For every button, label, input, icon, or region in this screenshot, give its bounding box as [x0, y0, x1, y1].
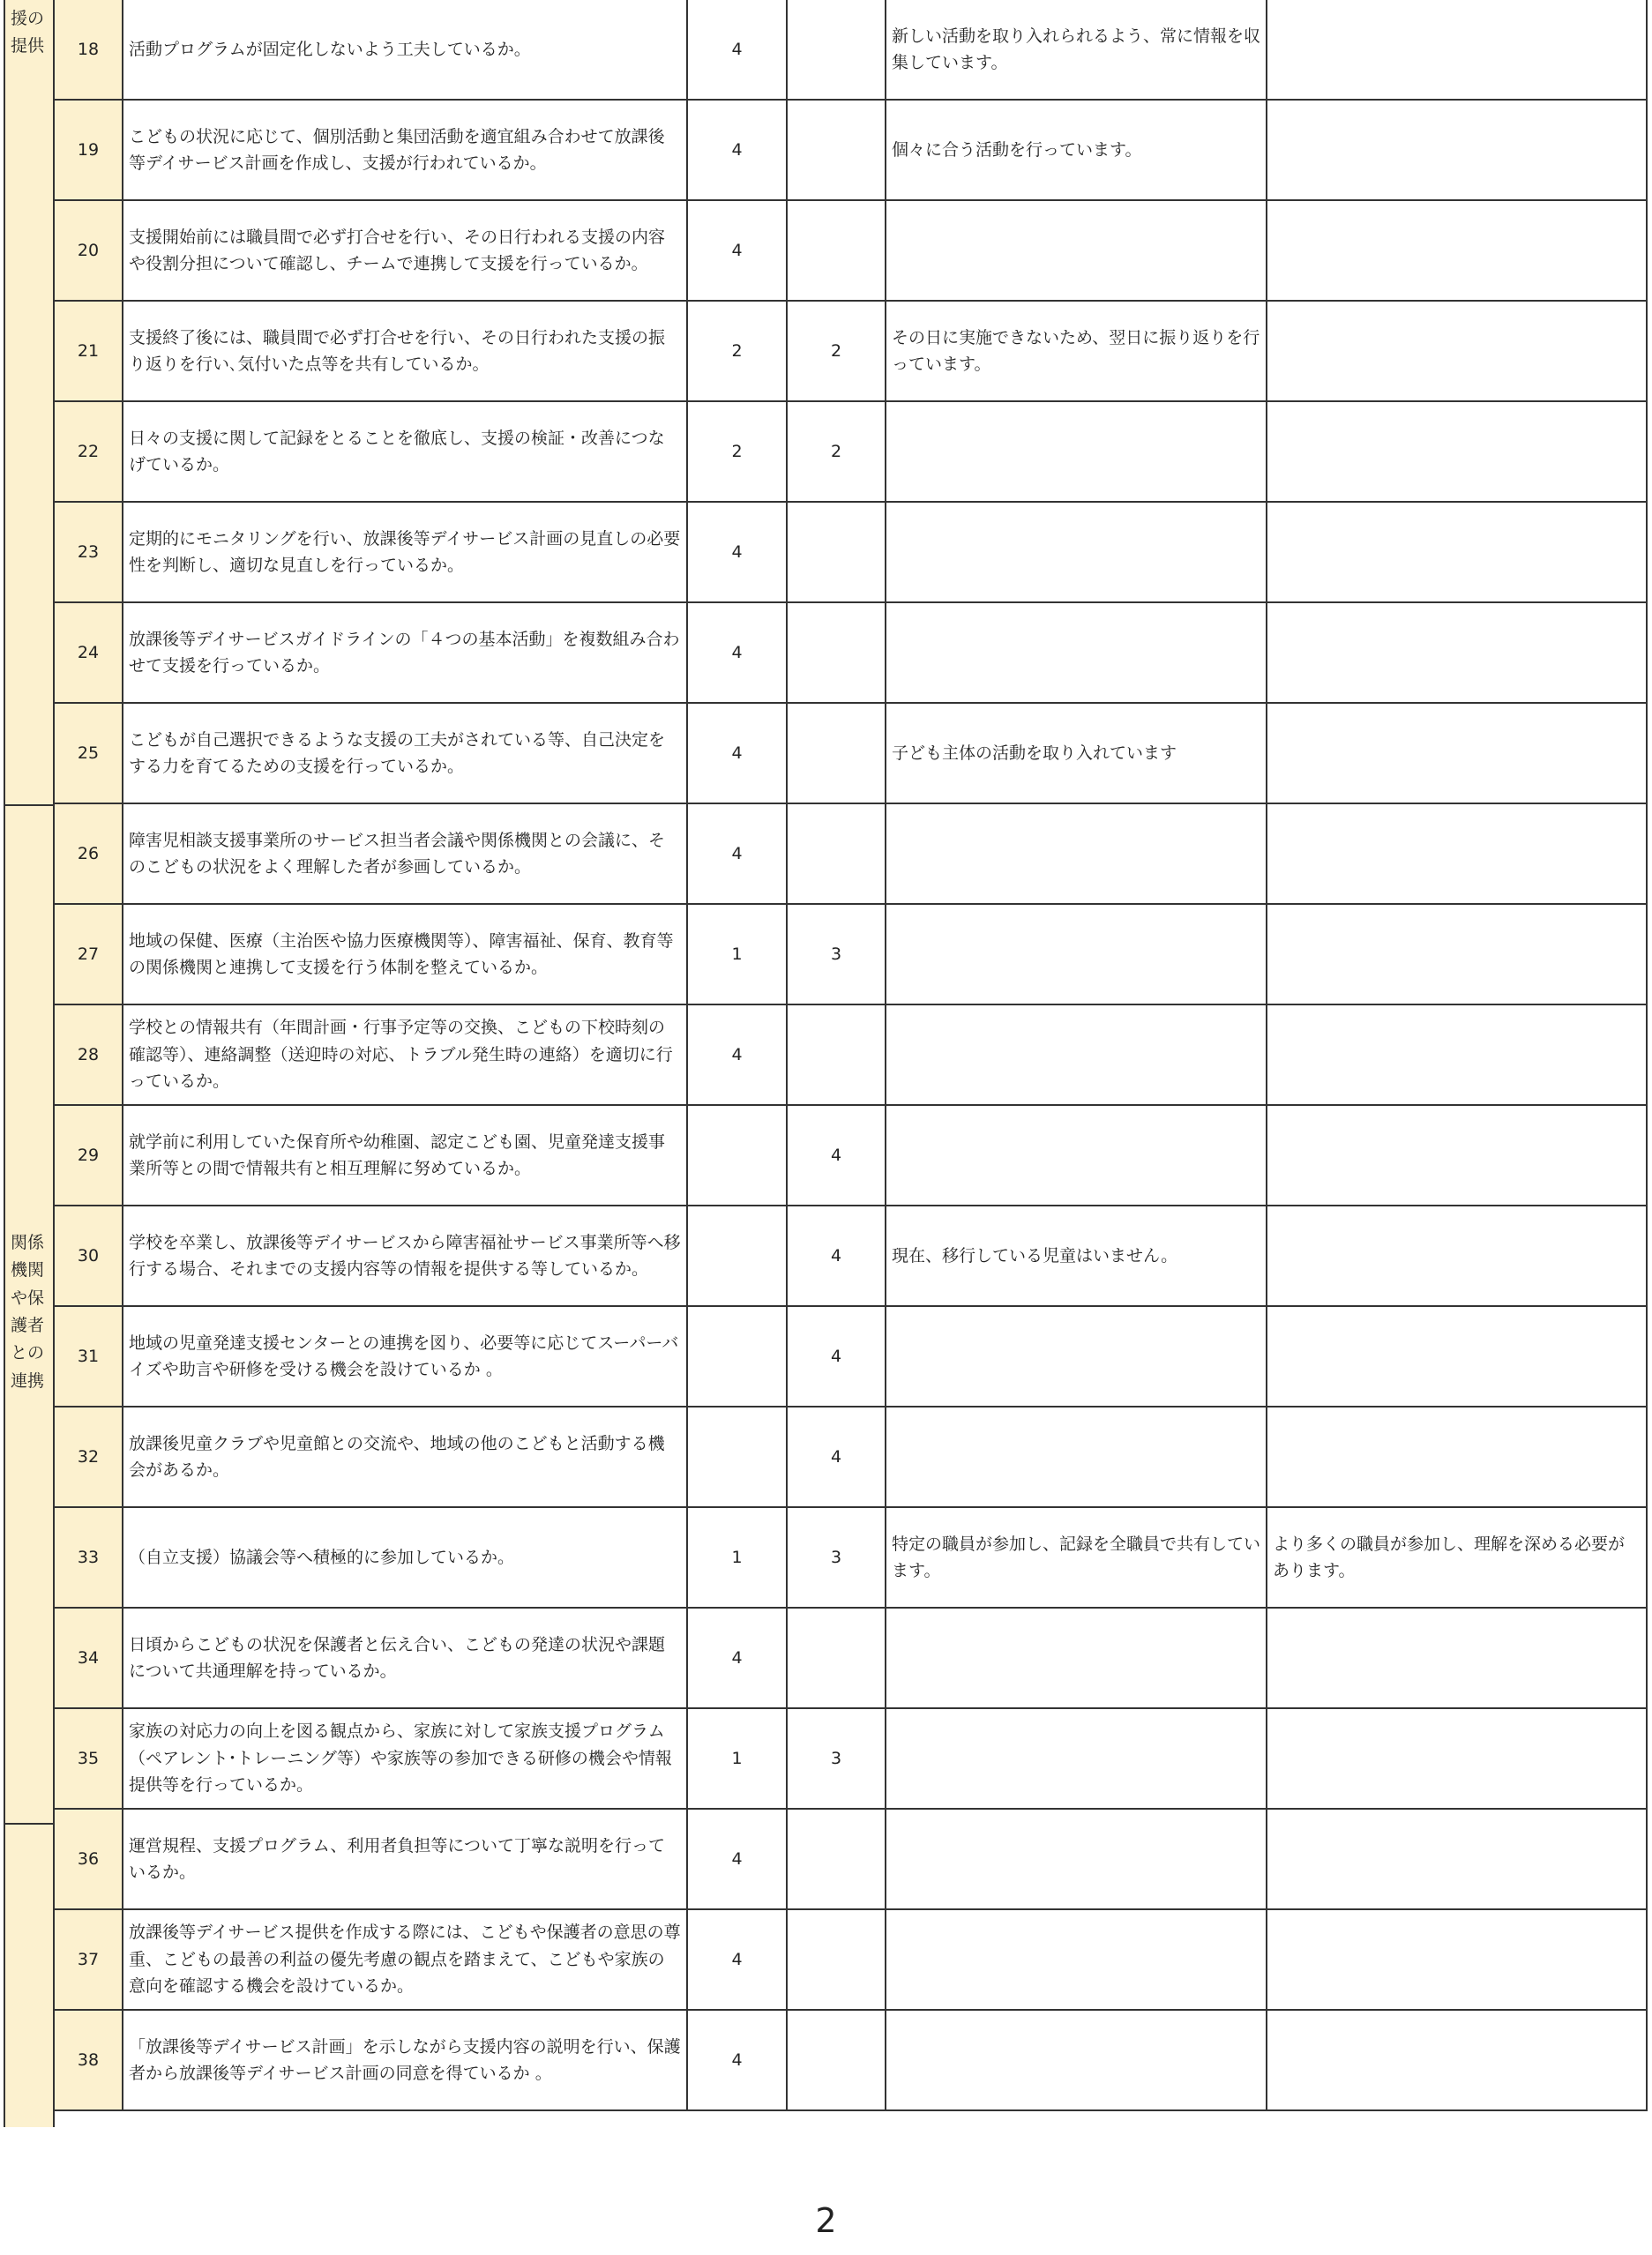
question-text-text: 就学前に利用していた保育所や幼稚園、認定こども園、児童発達支援事業所等との間で情報共有と相互理解に努めているか。 — [129, 1131, 666, 1178]
row-number-text: 35 — [77, 1748, 100, 1768]
no-count — [788, 1206, 886, 1307]
yes-count — [688, 101, 788, 201]
row-number-text: 30 — [77, 1245, 100, 1266]
row-number — [55, 1206, 123, 1307]
improvement-plan — [1267, 804, 1648, 905]
question-text — [123, 1810, 688, 1910]
status-note — [886, 1206, 1267, 1307]
yes-count-text: 4 — [731, 843, 743, 863]
table-row — [4, 1709, 1648, 1810]
table-row — [4, 1206, 1648, 1307]
no-count — [788, 1408, 886, 1508]
no-count — [788, 1709, 886, 1810]
question-text-text: 「放課後等デイサービス計画」を示しながら支援内容の説明を行い、保護者から放課後等デイサービス計画の同意を得ているか 。 — [129, 2036, 681, 2083]
row-number-text: 38 — [77, 2050, 100, 2070]
status-note — [886, 1709, 1267, 1810]
status-note-text: 子ども主体の活動を取り入れています — [892, 743, 1177, 763]
yes-count — [688, 905, 788, 1005]
table-row — [4, 302, 1648, 402]
improvement-plan-text: より多くの職員が参加し、理解を深める必要があります。 — [1273, 1534, 1626, 1580]
yes-count-text: 1 — [731, 1547, 743, 1567]
yes-count — [688, 302, 788, 402]
no-count-text: 3 — [830, 944, 842, 964]
question-text — [123, 1307, 688, 1408]
table-row — [4, 1408, 1648, 1508]
status-note — [886, 1005, 1267, 1106]
no-count-text: 4 — [830, 1245, 842, 1266]
yes-count — [688, 1810, 788, 1910]
yes-count — [688, 1910, 788, 2011]
table-row — [4, 1609, 1648, 1709]
improvement-plan — [1267, 1408, 1648, 1508]
no-count-text: 4 — [830, 1145, 842, 1165]
table-row — [4, 1307, 1648, 1408]
yes-count-text: 4 — [731, 139, 743, 160]
category-explanation — [4, 1825, 55, 2127]
yes-count-text: 1 — [731, 1748, 743, 1768]
table-row — [4, 101, 1648, 201]
row-number-text: 20 — [77, 240, 100, 260]
yes-count-text: 4 — [731, 1949, 743, 1969]
row-number — [55, 503, 123, 603]
row-number — [55, 905, 123, 1005]
status-note-text: 特定の職員が参加し、記録を全職員で共有しています。 — [892, 1534, 1261, 1580]
yes-count — [688, 0, 788, 101]
table-row — [4, 1910, 1648, 2011]
improvement-plan — [1267, 402, 1648, 503]
question-text-text: 支援終了後には、職員間で必ず打合せを行い、その日行われた支援の振り返りを行い､気付いた点等を共有しているか。 — [129, 327, 666, 374]
row-number-text: 18 — [77, 39, 100, 59]
table-row — [4, 905, 1648, 1005]
question-text-text: こどもが自己選択できるような支援の工夫がされている等、自己決定をする力を育てるための支援を行っているか。 — [129, 729, 666, 776]
yes-count-text: 4 — [731, 1848, 743, 1869]
row-number-text: 26 — [77, 843, 100, 863]
row-number-text: 24 — [77, 642, 100, 662]
question-text-text: 放課後児童クラブや児童館との交流や、地域の他のこどもと活動する機会があるか。 — [129, 1433, 665, 1480]
row-number — [55, 402, 123, 503]
question-text — [123, 1709, 688, 1810]
no-count — [788, 101, 886, 201]
status-note — [886, 1106, 1267, 1206]
status-note — [886, 1810, 1267, 1910]
improvement-plan — [1267, 704, 1648, 804]
row-number — [55, 101, 123, 201]
question-text — [123, 101, 688, 201]
row-number — [55, 2011, 123, 2111]
category-label-line: 機関 — [11, 1260, 45, 1281]
no-count — [788, 201, 886, 302]
question-text — [123, 1408, 688, 1508]
row-number-text: 23 — [77, 541, 100, 562]
status-note — [886, 1609, 1267, 1709]
status-note-text: その日に実施できないため、翌日に振り返りを行っています。 — [892, 327, 1260, 374]
no-count — [788, 1508, 886, 1609]
table-row — [4, 804, 1648, 905]
status-note — [886, 1910, 1267, 2011]
question-text-text: 活動プログラムが固定化しないよう工夫しているか。 — [129, 39, 531, 59]
status-note — [886, 2011, 1267, 2111]
table-row — [4, 1810, 1648, 1910]
improvement-plan — [1267, 2011, 1648, 2111]
yes-count-text: 4 — [731, 541, 743, 562]
table-row — [4, 0, 1648, 101]
table-row — [4, 402, 1648, 503]
row-number — [55, 1508, 123, 1609]
row-number-text: 28 — [77, 1044, 100, 1064]
evaluation-table — [4, 0, 1648, 2111]
row-number — [55, 1709, 123, 1810]
yes-count — [688, 402, 788, 503]
status-note — [886, 503, 1267, 603]
table-row — [4, 1106, 1648, 1206]
question-text — [123, 1005, 688, 1106]
yes-count-text: 2 — [731, 441, 743, 461]
improvement-plan — [1267, 503, 1648, 603]
no-count — [788, 302, 886, 402]
no-count-text: 3 — [830, 1748, 842, 1768]
category-label-line: 護者 — [11, 1316, 45, 1336]
status-note — [886, 201, 1267, 302]
table-row — [4, 2011, 1648, 2111]
table-row — [4, 503, 1648, 603]
no-count — [788, 905, 886, 1005]
no-count — [788, 2011, 886, 2111]
no-count — [788, 503, 886, 603]
row-number — [55, 1106, 123, 1206]
row-number-text: 33 — [77, 1547, 100, 1567]
row-number — [55, 1005, 123, 1106]
question-text-text: 家族の対応力の向上を図る観点から、家族に対して家族支援プログラム（ペアレント･トレーニング等）や家族等の参加できる研修の機会や情報提供等を行っているか。 — [129, 1721, 672, 1796]
improvement-plan — [1267, 1810, 1648, 1910]
row-number — [55, 704, 123, 804]
category-label-line: との — [11, 1343, 45, 1363]
status-note-text: 個々に合う活動を行っています。 — [892, 139, 1142, 160]
improvement-plan — [1267, 101, 1648, 201]
question-text-text: 定期的にモニタリングを行い、放課後等デイサービス計画の見直しの必要性を判断し、適切な見直しを行っているか。 — [129, 528, 681, 575]
status-note — [886, 1508, 1267, 1609]
row-number-text: 21 — [77, 340, 100, 361]
no-count-text: 4 — [830, 1446, 842, 1467]
question-text — [123, 201, 688, 302]
status-note-text: 現在、移行している児童はいません。 — [892, 1245, 1178, 1266]
yes-count — [688, 2011, 788, 2111]
question-text-text: （自立支援）協議会等へ積極的に参加しているか。 — [129, 1547, 515, 1567]
status-note — [886, 1408, 1267, 1508]
question-text-text: 学校を卒業し、放課後等デイサービスから障害福祉サービス事業所等へ移行する場合、それまでの支援内容等の情報を提供する等しているか。 — [129, 1232, 681, 1279]
row-number-text: 31 — [77, 1346, 100, 1366]
yes-count-text: 4 — [731, 743, 743, 763]
yes-count — [688, 1408, 788, 1508]
row-number — [55, 201, 123, 302]
no-count — [788, 1005, 886, 1106]
no-count — [788, 1910, 886, 2011]
status-note — [886, 603, 1267, 704]
row-number-text: 32 — [77, 1446, 100, 1467]
category-label-line: や保 — [11, 1288, 45, 1308]
yes-count — [688, 503, 788, 603]
row-number — [55, 603, 123, 704]
question-text-text: 運営規程、支援プログラム、利用者負担等について丁寧な説明を行っているか。 — [129, 1835, 666, 1882]
row-number-text: 25 — [77, 743, 100, 763]
improvement-plan — [1267, 1106, 1648, 1206]
category-label-line: 連携 — [11, 1370, 45, 1391]
yes-count — [688, 1609, 788, 1709]
question-text — [123, 1910, 688, 2011]
question-text — [123, 804, 688, 905]
question-text-text: 放課後等デイサービスガイドラインの「４つの基本活動」を複数組み合わせて支援を行っているか。 — [129, 629, 680, 676]
row-number — [55, 1810, 123, 1910]
improvement-plan — [1267, 1508, 1648, 1609]
question-text-text: 地域の児童発達支援センターとの連携を図り、必要等に応じてスーパーバイズや助言や研修を受ける機会を設けているか 。 — [129, 1333, 679, 1379]
row-number — [55, 1609, 123, 1709]
improvement-plan — [1267, 1609, 1648, 1709]
improvement-plan — [1267, 603, 1648, 704]
question-text — [123, 1206, 688, 1307]
category-label-line: 提供 — [11, 36, 45, 56]
question-text — [123, 1106, 688, 1206]
no-count — [788, 402, 886, 503]
page-number: 2 — [815, 2201, 837, 2240]
no-count-text: 3 — [830, 1547, 842, 1567]
yes-count — [688, 1307, 788, 1408]
question-text — [123, 905, 688, 1005]
status-note — [886, 704, 1267, 804]
improvement-plan — [1267, 1005, 1648, 1106]
question-text-text: 支援開始前には職員間で必ず打合せを行い、その日行われる支援の内容や役割分担について確認し、チームで連携して支援を行っているか。 — [129, 227, 666, 273]
question-text — [123, 704, 688, 804]
improvement-plan — [1267, 1206, 1648, 1307]
row-number-text: 27 — [77, 944, 100, 964]
question-text — [123, 1508, 688, 1609]
row-number-text: 22 — [77, 441, 100, 461]
category-label-line: 援の — [11, 9, 45, 28]
improvement-plan — [1267, 1709, 1648, 1810]
status-note — [886, 804, 1267, 905]
yes-count — [688, 804, 788, 905]
row-number-text: 36 — [77, 1848, 100, 1869]
status-note — [886, 0, 1267, 101]
yes-count — [688, 1709, 788, 1810]
row-number — [55, 1307, 123, 1408]
question-text — [123, 302, 688, 402]
question-text — [123, 603, 688, 704]
yes-count-text: 2 — [731, 340, 743, 361]
question-text — [123, 0, 688, 101]
yes-count — [688, 1106, 788, 1206]
status-note — [886, 905, 1267, 1005]
question-text — [123, 402, 688, 503]
yes-count-text: 4 — [731, 1044, 743, 1064]
no-count-text: 2 — [830, 441, 842, 461]
improvement-plan — [1267, 1910, 1648, 2011]
status-note — [886, 101, 1267, 201]
improvement-plan — [1267, 302, 1648, 402]
yes-count — [688, 704, 788, 804]
yes-count-text: 4 — [731, 39, 743, 59]
status-note-text: 新しい活動を取り入れられるよう、常に情報を収集しています。 — [892, 26, 1261, 72]
row-number — [55, 804, 123, 905]
yes-count — [688, 201, 788, 302]
table-row — [4, 1508, 1648, 1609]
row-number — [55, 0, 123, 101]
no-count — [788, 603, 886, 704]
yes-count — [688, 1206, 788, 1307]
question-text-text: 日頃からこどもの状況を保護者と伝え合い、こどもの発達の状況や課題について共通理解を持っているか。 — [129, 1634, 666, 1681]
yes-count-text: 1 — [731, 944, 743, 964]
yes-count-text: 4 — [731, 1647, 743, 1668]
no-count — [788, 1810, 886, 1910]
no-count — [788, 704, 886, 804]
table-row — [4, 201, 1648, 302]
category-service-provision — [4, 0, 55, 806]
status-note — [886, 1307, 1267, 1408]
row-number-text: 34 — [77, 1647, 100, 1668]
category-relations — [4, 806, 55, 1825]
no-count-text: 4 — [830, 1346, 842, 1366]
question-text-text: こどもの状況に応じて、個別活動と集団活動を適宜組み合わせて放課後等デイサービス計画を作成し、支援が行われているか。 — [129, 126, 665, 173]
no-count — [788, 804, 886, 905]
no-count-text: 2 — [830, 340, 842, 361]
row-number-text: 29 — [77, 1145, 100, 1165]
improvement-plan — [1267, 1307, 1648, 1408]
category-label-line: 関係 — [11, 1233, 45, 1252]
status-note — [886, 402, 1267, 503]
question-text — [123, 1609, 688, 1709]
row-number — [55, 1910, 123, 2011]
question-text-text: 日々の支援に関して記録をとることを徹底し、支援の検証・改善につなげているか。 — [129, 428, 665, 474]
no-count — [788, 1106, 886, 1206]
yes-count — [688, 1005, 788, 1106]
table-row — [4, 1005, 1648, 1106]
no-count — [788, 1609, 886, 1709]
yes-count — [688, 1508, 788, 1609]
status-note — [886, 302, 1267, 402]
improvement-plan — [1267, 0, 1648, 101]
no-count — [788, 0, 886, 101]
question-text-text: 地域の保健、医療（主治医や協力医療機関等）、障害福祉、保育、教育等の関係機関と連携して支援を行う体制を整えているか。 — [129, 930, 674, 977]
question-text — [123, 2011, 688, 2111]
question-text-text: 放課後等デイサービス提供を作成する際には、こどもや保護者の意思の尊重、こどもの最善の利益の優先考慮の観点を踏まえて、こどもや家族の意向を確認する機会を設けているか。 — [129, 1923, 681, 1997]
question-text-text: 障害児相談支援事業所のサービス担当者会議や関係機関との会議に、そのこどもの状況をよく理解した者が参画しているか。 — [129, 830, 666, 877]
improvement-plan — [1267, 201, 1648, 302]
row-number — [55, 1408, 123, 1508]
question-text — [123, 503, 688, 603]
yes-count-text: 4 — [731, 240, 743, 260]
row-number-text: 19 — [77, 139, 100, 160]
question-text-text: 学校との情報共有（年間計画・行事予定等の交換、こどもの下校時刻の確認等）、連絡調整（送迎時の対応、トラブル発生時の連絡）を適切に行っているか。 — [129, 1018, 673, 1092]
no-count — [788, 1307, 886, 1408]
yes-count — [688, 603, 788, 704]
yes-count-text: 4 — [731, 642, 743, 662]
table-row — [4, 603, 1648, 704]
yes-count-text: 4 — [731, 2050, 743, 2070]
table-row — [4, 704, 1648, 804]
row-number — [55, 302, 123, 402]
row-number-text: 37 — [77, 1949, 100, 1969]
improvement-plan — [1267, 905, 1648, 1005]
